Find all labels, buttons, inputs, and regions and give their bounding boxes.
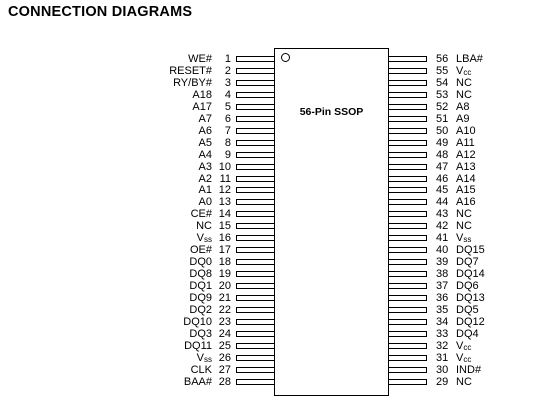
pin-46 — [0, 173, 548, 185]
pin-41 — [0, 232, 548, 244]
pin-name: RY/BY# — [173, 76, 212, 89]
pin-number: 50 — [436, 124, 449, 137]
pin-lead — [388, 307, 427, 313]
pin-number: 24 — [218, 327, 231, 340]
pin-number: 41 — [436, 232, 449, 245]
pin-53 — [0, 89, 548, 101]
section-heading: CONNECTION DIAGRAMS — [8, 4, 193, 20]
pin-42 — [0, 220, 548, 232]
pin-number: 10 — [218, 160, 231, 173]
pin-name: $V_{ss}$ — [456, 232, 472, 245]
pin-number: 28 — [218, 375, 231, 388]
pin-name: DQ0 — [189, 256, 212, 269]
pin-number: 22 — [218, 303, 231, 316]
pin-lead — [388, 187, 427, 193]
pin-lead — [388, 140, 427, 146]
pin-name: CLK — [190, 363, 212, 376]
pin-lead — [388, 176, 427, 182]
pin-number: 7 — [224, 124, 231, 137]
pin-number: 19 — [218, 268, 231, 281]
pin-name: A4 — [198, 148, 212, 161]
pin-number: 5 — [224, 100, 231, 113]
pin-lead — [388, 355, 427, 361]
pin-number: 2 — [224, 64, 231, 77]
pin-number: 39 — [436, 256, 449, 269]
pin-name: NC — [456, 375, 472, 388]
pin-number: 18 — [218, 256, 231, 269]
pin-49 — [0, 137, 548, 149]
pin-name: A3 — [198, 160, 212, 173]
pin-number: 55 — [436, 64, 449, 77]
pin-name: A6 — [198, 124, 212, 137]
pin-name: DQ6 — [456, 280, 479, 293]
pin-name: A12 — [456, 148, 476, 161]
pin-number: 6 — [224, 112, 231, 125]
pin-number: 13 — [218, 196, 231, 209]
pin-lead — [388, 259, 427, 265]
pin-29 — [0, 376, 548, 388]
pin-number: 15 — [218, 220, 231, 233]
pin-name: NC — [456, 220, 472, 233]
pin-40 — [0, 244, 548, 256]
pin-lead — [388, 92, 427, 98]
pin-number: 46 — [436, 172, 449, 185]
pin-lead — [388, 164, 427, 170]
pin-name: A17 — [192, 100, 212, 113]
pin-number: 3 — [224, 76, 231, 89]
pin-56 — [0, 53, 548, 65]
pin-name: RESET# — [169, 64, 212, 77]
pin-lead — [388, 271, 427, 277]
pin-lead — [388, 283, 427, 289]
pin-name: $V_{cc}$ — [456, 351, 472, 364]
pin-name: DQ10 — [183, 315, 212, 328]
pin-44 — [0, 196, 548, 208]
pin-lead — [388, 104, 427, 110]
pin-number: 8 — [224, 136, 231, 149]
pin-number: 38 — [436, 268, 449, 281]
pin-54 — [0, 77, 548, 89]
pin-name: DQ14 — [456, 268, 485, 281]
pin-35 — [0, 304, 548, 316]
pin-name: DQ4 — [456, 327, 479, 340]
pin-lead — [388, 80, 427, 86]
pin-number: 33 — [436, 327, 449, 340]
pin-lead — [388, 116, 427, 122]
pin-number: 12 — [218, 184, 231, 197]
pin-number: 27 — [218, 363, 231, 376]
pin-number: 14 — [218, 208, 231, 221]
package-label: 56-Pin SSOP — [299, 106, 364, 118]
pin-number: 26 — [218, 351, 231, 364]
pin-lead — [388, 128, 427, 134]
pin-name: A15 — [456, 184, 476, 197]
pin-number: 43 — [436, 208, 449, 221]
pin-48 — [0, 149, 548, 161]
pin-name: DQ5 — [456, 303, 479, 316]
pin-name: A16 — [456, 196, 476, 209]
pin-43 — [0, 208, 548, 220]
pin-name: DQ8 — [189, 268, 212, 281]
pin-lead — [388, 379, 427, 385]
pin-36 — [0, 292, 548, 304]
pin-name: DQ11 — [184, 339, 212, 352]
pin-number: 56 — [436, 53, 449, 65]
pin-name: A18 — [192, 88, 212, 101]
pin-number: 53 — [436, 88, 449, 101]
pin-lead — [388, 367, 427, 373]
pin-52 — [0, 101, 548, 113]
pin-lead — [388, 343, 427, 349]
pin-name: A10 — [456, 124, 476, 137]
pin-number: 42 — [436, 220, 449, 233]
pin-name: DQ15 — [456, 244, 485, 257]
pin-number: 47 — [436, 160, 449, 173]
pin-name: DQ2 — [189, 303, 212, 316]
pin-name: A9 — [456, 112, 470, 125]
pin-name: NC — [456, 208, 472, 221]
pin-name: DQ7 — [456, 256, 479, 269]
pin-50 — [0, 125, 548, 137]
pin-number: 31 — [436, 351, 449, 364]
pin-name: DQ13 — [456, 292, 485, 304]
pin-name: A0 — [198, 196, 212, 209]
pin-number: 20 — [218, 280, 231, 293]
pin-lead — [388, 152, 427, 158]
pin-name: $V_{ss}$ — [196, 232, 212, 245]
pin-34 — [0, 316, 548, 328]
pin-lead — [388, 199, 427, 205]
pin-name: DQ1 — [189, 280, 212, 293]
pin-number: 4 — [224, 88, 231, 101]
pin-55 — [0, 65, 548, 77]
pin-number: 23 — [218, 315, 231, 328]
pin-33 — [0, 328, 548, 340]
pin-name: A11 — [456, 136, 475, 149]
pin-lead — [388, 235, 427, 241]
pin-lead — [388, 295, 427, 301]
pin-name: NC — [456, 88, 472, 101]
pin-number: 25 — [218, 339, 231, 352]
pin-number: 1 — [224, 53, 231, 65]
pin-name: A7 — [198, 112, 212, 125]
pin-lead — [388, 211, 427, 217]
pin-name: WE# — [188, 53, 212, 65]
pin-number: 40 — [436, 244, 449, 257]
pin-number: 51 — [436, 112, 449, 125]
pin-number: 37 — [436, 280, 449, 293]
pin-number: 36 — [436, 292, 449, 304]
pin-name: A14 — [456, 172, 476, 185]
pin-name: $V_{cc}$ — [456, 339, 472, 352]
pin-number: 17 — [218, 244, 231, 257]
pin-name: OE# — [189, 244, 212, 257]
pin-name: DQ9 — [189, 292, 212, 304]
pin-number: 54 — [436, 76, 449, 89]
pin-name: NC — [196, 220, 212, 233]
pin-lead — [388, 247, 427, 253]
pin-name: DQ3 — [189, 327, 212, 340]
pin-number: 45 — [436, 184, 449, 197]
pin-31 — [0, 352, 548, 364]
pin-name: DQ12 — [456, 315, 485, 328]
pin-38 — [0, 268, 548, 280]
pin-51 — [0, 113, 548, 125]
pin-number: 16 — [218, 232, 231, 245]
pin-lead — [388, 319, 427, 325]
pin-number: 9 — [224, 148, 231, 161]
pin-number: 30 — [436, 363, 449, 376]
pin-lead — [388, 68, 427, 74]
pin-number: 48 — [436, 148, 449, 161]
pin-name: LBA# — [456, 53, 483, 65]
pin-name: BAA# — [183, 375, 212, 388]
pin-lead — [388, 56, 427, 62]
pin-name: A8 — [456, 100, 470, 113]
pin-number: 32 — [436, 339, 449, 352]
pin-name: A5 — [198, 136, 212, 149]
pin-name: IND# — [456, 363, 482, 376]
pin-number: 34 — [436, 315, 449, 328]
pin-45 — [0, 184, 548, 196]
pin-39 — [0, 256, 548, 268]
pin-number: 29 — [436, 375, 449, 388]
pin-30 — [0, 364, 548, 376]
pin-number: 49 — [436, 136, 449, 149]
pin-number: 52 — [436, 100, 449, 113]
pin-47 — [0, 161, 548, 173]
pin-name: A13 — [456, 160, 476, 173]
pin-lead — [388, 331, 427, 337]
pin-name: $V_{cc}$ — [456, 64, 472, 77]
pin-number: 21 — [218, 292, 231, 304]
pin-number: 11 — [219, 172, 231, 185]
pin-32 — [0, 340, 548, 352]
pin-name: CE# — [190, 208, 212, 221]
pin-number: 44 — [436, 196, 449, 209]
pin-number: 35 — [436, 303, 449, 316]
pin-37 — [0, 280, 548, 292]
pin-name: A2 — [198, 172, 212, 185]
pin-name: A1 — [198, 184, 212, 197]
pin-name: NC — [456, 76, 472, 89]
pin-name: $V_{ss}$ — [196, 351, 212, 364]
pin-lead — [388, 223, 427, 229]
